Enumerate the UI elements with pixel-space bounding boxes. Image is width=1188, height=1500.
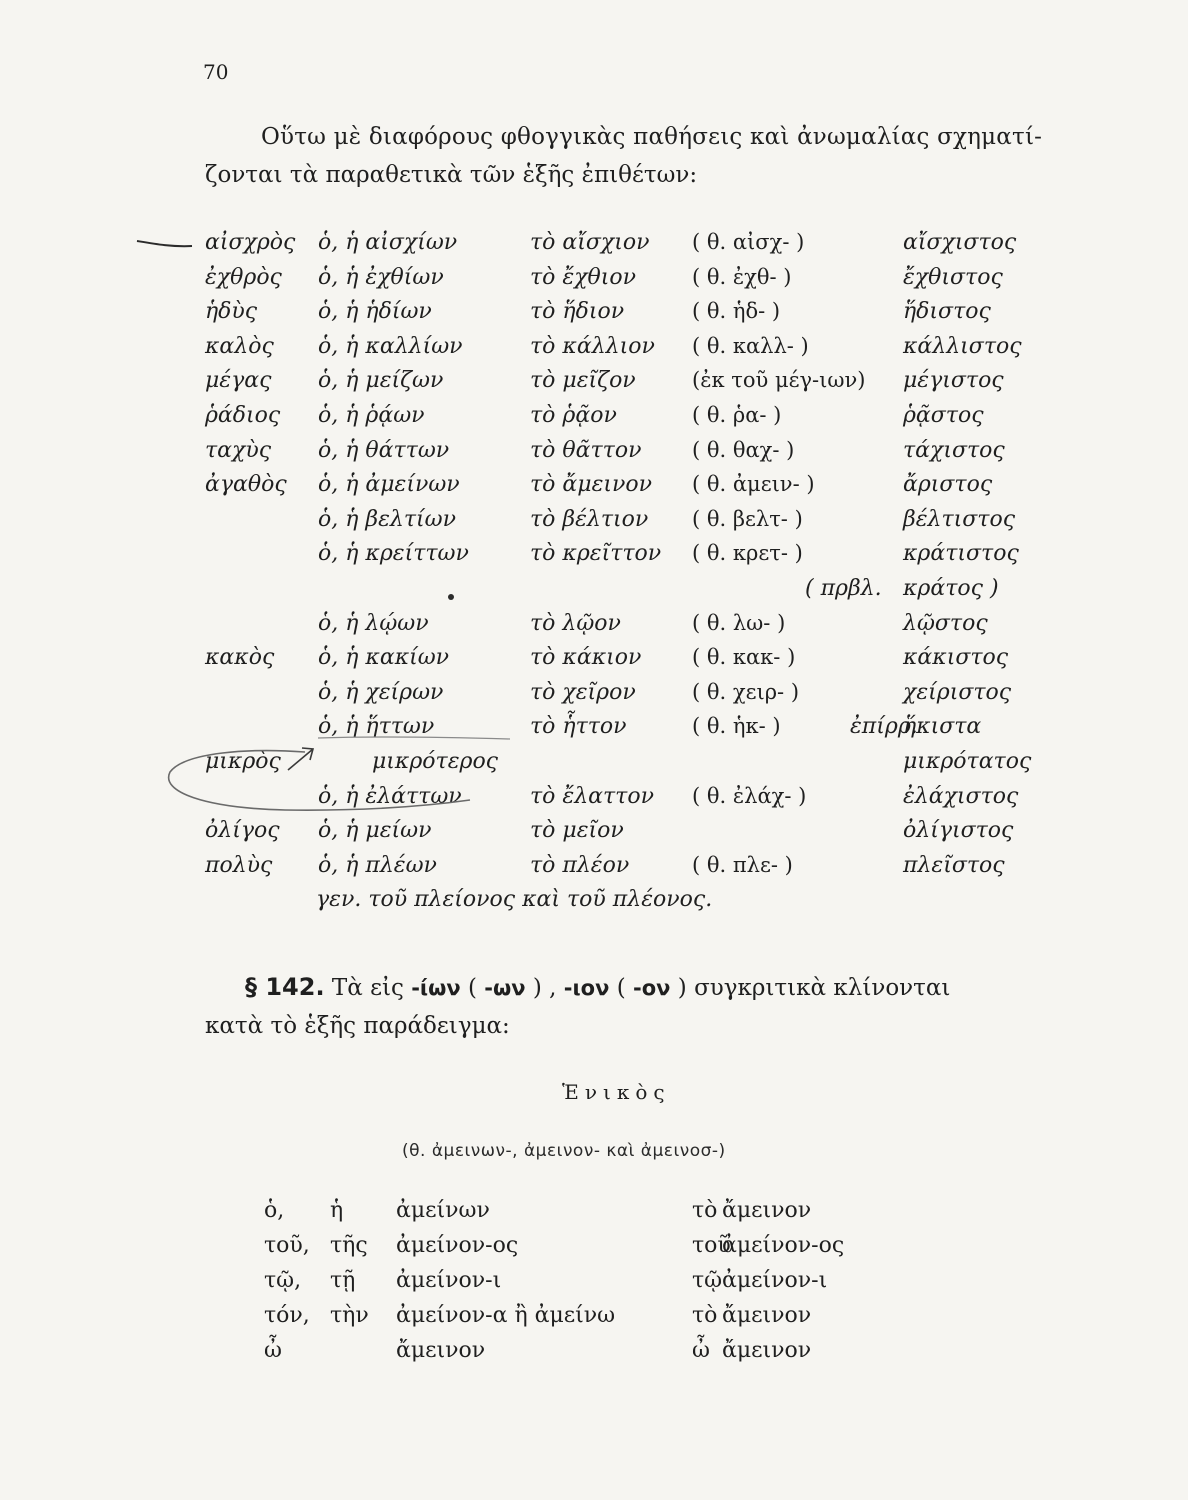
positive-form: αἰσχρὸς (205, 230, 296, 255)
section-number: § 142. (245, 973, 325, 1001)
article-neuter: ὦ (692, 1338, 710, 1363)
section-text: ) , (525, 975, 564, 1001)
comparative-masc-fem: ὁ, ἡ πλέων (318, 852, 437, 878)
intro-line-1: Οὕτω μὲ διαφόρους φθογγικὰς παθήσεις καὶ ἀνωμαλίας σχηματί- (261, 124, 1043, 150)
article-fem: τὴν (330, 1303, 369, 1328)
form-masc-fem: ἄμεινον (396, 1338, 486, 1363)
declension-row (0, 1198, 1188, 1233)
positive-form: ἐχθρὸς (205, 264, 282, 290)
declension-theme-note: (θ. ἀμεινων-, ἀμεινον- καὶ ἀμεινοσ-) (402, 1141, 726, 1161)
comparison-table (0, 228, 1188, 920)
theme-note: ( θ. πλε- ) (692, 852, 793, 877)
superlative-form: αἴσχιστος (903, 230, 1017, 255)
section-text: ( (609, 975, 634, 1001)
article-masc: τόν, (264, 1303, 310, 1328)
theme-note: ( θ. χειρ- ) (692, 679, 800, 704)
theme-note: ( θ. ἀμειν- ) (692, 472, 815, 497)
superlative-form: κράτος ) (903, 575, 999, 601)
form-neuter: ἀμείνον-ι (722, 1268, 828, 1293)
comparative-masc-fem: ὁ, ἡ κρείττων (318, 541, 469, 567)
theme-note: (ἐκ τοῦ μέγ-ιων) (692, 368, 866, 393)
theme-note: ( θ. βελτ- ) (692, 506, 803, 531)
comparative-masc-fem: ὁ, ἡ λῴων (318, 610, 429, 636)
positive-form: ταχὺς (205, 437, 272, 463)
comparative-masc-fem: ὁ, ἡ ἀμείνων (318, 472, 460, 498)
article-neuter: τοῦ (692, 1233, 731, 1258)
comparative-neuter: τὸ ἔχθιον (530, 264, 637, 290)
compare-note: ( πρβλ. (805, 575, 882, 601)
comparative-masc-fem: ὁ, ἡ βελτίων (318, 506, 456, 532)
theme-note: ( θ. λω- ) (692, 610, 786, 635)
article-neuter: τῷ (692, 1268, 723, 1293)
declension-table (0, 1198, 1188, 1373)
positive-form: ὀλίγος (205, 818, 280, 844)
form-neuter: ἄμεινον (722, 1303, 812, 1328)
positive-form: καλὸς (205, 333, 274, 359)
table-row (0, 782, 1188, 817)
comparative-neuter: τὸ αἴσχιον (530, 230, 650, 255)
comparative-neuter: τὸ μεῖον (530, 818, 624, 844)
form-neuter: ἀμείνον-ος (722, 1233, 845, 1258)
table-row (0, 470, 1188, 505)
declension-row (0, 1268, 1188, 1303)
article-fem: ἡ (330, 1198, 344, 1223)
superlative-form: κάλλιστος (903, 333, 1022, 359)
comparative-neuter: τὸ κάλλιον (530, 333, 655, 359)
comparative-masc-fem: ὁ, ἡ ἡδίων (318, 299, 432, 325)
article-neuter: τὸ (692, 1303, 718, 1328)
table-row (0, 297, 1188, 332)
superlative-form: ὀλίγιστος (903, 818, 1014, 844)
ending: -ίων (411, 976, 461, 1000)
superlative-form: μικρότατος (903, 748, 1032, 774)
superlative-form: κάκιστος (903, 645, 1009, 671)
table-row (0, 678, 1188, 713)
positive-form: μικρὸς (205, 748, 281, 774)
positive-form: ἡδὺς (205, 299, 258, 325)
comparative-neuter: τὸ μεῖζον (530, 368, 636, 394)
declension-row (0, 1233, 1188, 1268)
table-row (0, 436, 1188, 471)
positive-form: μέγας (205, 368, 272, 394)
positive-form: ῥάδιος (205, 402, 281, 428)
comparative-masc-fem: ὁ, ἡ αἰσχίων (318, 230, 458, 255)
table-row (0, 401, 1188, 436)
comparative-masc-fem: ὁ, ἡ ἐχθίων (318, 264, 444, 290)
comparative-masc-fem: ὁ, ἡ ἐλάττων (318, 783, 462, 809)
comparative-neuter: τὸ χεῖρον (530, 679, 636, 705)
table-row (0, 816, 1188, 851)
article-fem: τῆς (330, 1233, 368, 1258)
table-row (0, 574, 1188, 609)
table-row (0, 851, 1188, 886)
theme-note: ( θ. ῥα- ) (692, 402, 782, 427)
theme-note: ( θ. θαχ- ) (692, 437, 795, 462)
superlative-form: ἐλάχιστος (903, 783, 1019, 809)
article-fem: τῇ (330, 1268, 356, 1293)
declension-row (0, 1338, 1188, 1373)
comparative-neuter: τὸ ἥδιον (530, 299, 625, 325)
section-text: ( (460, 975, 485, 1001)
theme-note: ( θ. κακ- ) (692, 645, 796, 670)
positive-form: ἀγαθὸς (205, 472, 287, 498)
article-masc: ὦ (264, 1338, 282, 1363)
theme-note: ( θ. καλλ- ) (692, 333, 809, 358)
adverb-note: ἐπίρρ. (850, 714, 918, 740)
ending: -ων (484, 976, 526, 1000)
section-line-2: κατὰ τὸ ἑξῆς παράδειγμα: (205, 1013, 510, 1039)
superlative-form: τάχιστος (903, 437, 1005, 463)
comparative-masc-fem: ὁ, ἡ μείων (318, 818, 432, 844)
form-neuter: ἄμεινον (722, 1338, 812, 1363)
comparative-neuter: τὸ βέλτιον (530, 506, 649, 532)
table-row (0, 505, 1188, 540)
table-row (0, 643, 1188, 678)
superlative-form: μέγιστος (903, 368, 1004, 394)
comparative-masc-fem: ὁ, ἡ ῥᾴων (318, 402, 425, 428)
comparative-neuter: τὸ ῥᾷον (530, 402, 617, 428)
form-masc-fem: ἀμείνον-ος (396, 1233, 519, 1258)
comparative-neuter: τὸ ἧττον (530, 714, 627, 740)
comparative-neuter: τὸ θᾶττον (530, 437, 642, 463)
superlative-form: ἔχθιστος (903, 264, 1003, 290)
section-line-1 (205, 968, 1055, 1007)
table-row (0, 539, 1188, 574)
article-neuter: τὸ (692, 1198, 718, 1223)
superlative-form: κράτιστος (903, 541, 1019, 567)
section-142 (205, 968, 1055, 1045)
form-masc-fem: ἀμείνον-α ἢ ἀμείνω (396, 1303, 616, 1328)
genitive-row (0, 885, 1188, 920)
comparative-masc-fem: ὁ, ἡ θάττων (318, 437, 450, 463)
page-number: 70 (203, 60, 229, 84)
section-text: Τὰ εἰς (324, 975, 412, 1001)
singular-heading: Ἑνικὸς (562, 1080, 671, 1104)
superlative-form: βέλτιστος (903, 506, 1016, 532)
theme-note: ( θ. αἰσχ- ) (692, 230, 805, 254)
comparative-neuter: τὸ ἔλαττον (530, 783, 654, 809)
form-neuter: ἄμεινον (722, 1198, 812, 1223)
comparative-masc-fem: ὁ, ἡ καλλίων (318, 333, 463, 359)
table-row (0, 366, 1188, 401)
intro-paragraph (205, 118, 1045, 194)
table-row (0, 747, 1188, 782)
theme-note: ( θ. ἡδ- ) (692, 299, 781, 324)
superlative-form: χείριστος (903, 679, 1012, 705)
superlative-form: ἄριστος (903, 472, 993, 498)
table-row (0, 332, 1188, 367)
comparative-neuter: τὸ κάκιον (530, 645, 642, 671)
theme-note: ( θ. ἐχθ- ) (692, 264, 792, 289)
ending: -ιον (563, 976, 610, 1000)
superlative-form: ἥδιστος (903, 299, 991, 325)
section-text: ) συγκριτικὰ κλίνονται (670, 975, 951, 1001)
article-masc: τοῦ, (264, 1233, 310, 1258)
theme-note: ( θ. κρετ- ) (692, 541, 803, 566)
comparative-neuter: τὸ κρεῖττον (530, 541, 662, 567)
theme-note: ( θ. ἐλάχ- ) (692, 783, 807, 808)
superlative-form: ἥκιστα (903, 714, 982, 740)
superlative-form: πλεῖστος (903, 852, 1005, 878)
superlative-form: λῷστος (903, 610, 988, 636)
form-masc-fem: ἀμείνον-ι (396, 1268, 502, 1293)
table-row (0, 228, 1188, 263)
comparative-masc-fem: μικρότερος (372, 748, 499, 774)
genitive-note: γεν. τοῦ πλείονος καὶ τοῦ πλέονος. (316, 887, 713, 913)
ending: -ον (633, 976, 671, 1000)
theme-note: ( θ. ἡκ- ) (692, 714, 781, 739)
table-row (0, 609, 1188, 644)
comparative-masc-fem: ὁ, ἡ χείρων (318, 679, 444, 705)
intro-line-2: ζονται τὰ παραθετικὰ τῶν ἑξῆς ἐπιθέτων: (205, 162, 698, 188)
table-row (0, 263, 1188, 298)
comparative-masc-fem: ὁ, ἡ ἥττων (318, 714, 435, 740)
comparative-neuter: τὸ ἄμεινον (530, 472, 652, 498)
positive-form: πολὺς (205, 852, 273, 878)
table-row (0, 712, 1188, 747)
article-masc: ὁ, (264, 1198, 285, 1223)
comparative-neuter: τὸ λῷον (530, 610, 621, 636)
comparative-masc-fem: ὁ, ἡ μείζων (318, 368, 444, 394)
form-masc-fem: ἀμείνων (396, 1198, 490, 1223)
comparative-masc-fem: ὁ, ἡ κακίων (318, 645, 450, 671)
comparative-neuter: τὸ πλέον (530, 852, 630, 878)
positive-form: κακὸς (205, 645, 275, 671)
superlative-form: ῥᾷστος (903, 402, 984, 428)
declension-row (0, 1303, 1188, 1338)
article-masc: τῷ, (264, 1268, 302, 1293)
